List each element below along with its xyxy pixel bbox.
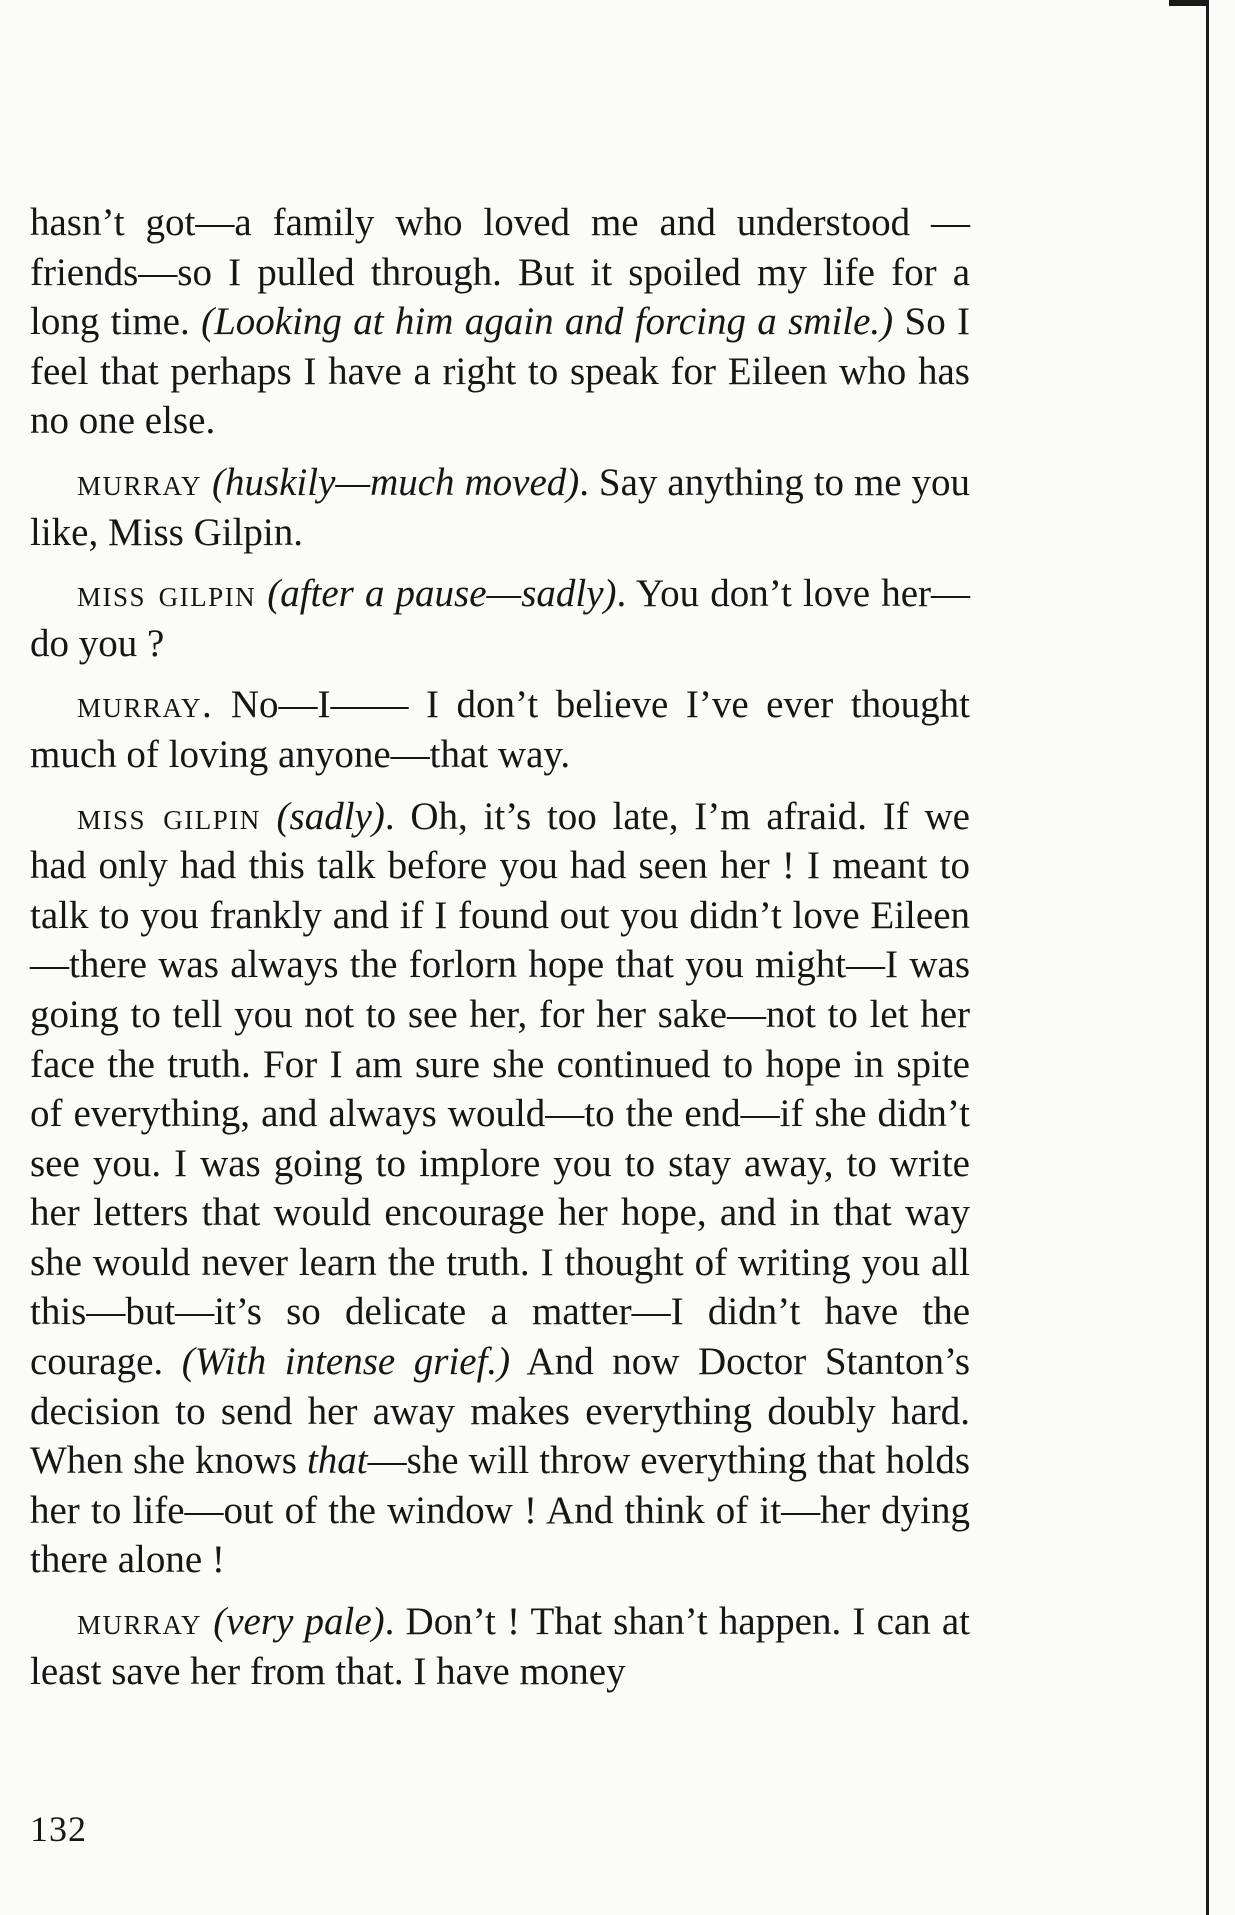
speaker-name: murray [77, 1600, 203, 1644]
play-text [30, 198, 970, 1708]
page-edge-top [1169, 0, 1209, 6]
speech-text: No—I—— I don’t believe I’ve ever thought much of loving anyone—that way. [30, 683, 970, 776]
speaker-name: miss gilpin [77, 572, 257, 616]
paragraph-murray-1 [30, 458, 970, 557]
speech-text: And now Doctor Stanton’s decision to send her away makes everything doubly hard. When she knows [30, 1340, 970, 1483]
speaker-name: murray. [77, 683, 214, 727]
paragraph-murray-3 [30, 1597, 970, 1696]
stage-direction: (after a pause—sadly) [267, 572, 617, 616]
speech-text: . Oh, it’s too late, I’m afraid. If we had only had this talk before you had seen her ! I meant to talk to you frankly and if I found out you didn’t love Eileen—there was always the forlorn hope that you might—I was going to tell you not to see her, for her sake—not to let her face the truth. For I am sure she continued to hope in spite of everything, and always would—to the end—if she didn’t see you. I was going to implore you to stay away, to write her letters that would encourage her hope, and in that way she would never learn the truth. I thought of writing you all this—but—it’s so delicate a matter—I didn’t have the courage. [30, 794, 970, 1384]
stage-direction: (very pale) [213, 1600, 385, 1644]
text-span: hasn’t got—a family who loved me and understood —friends—so I pulled through. But it spoiled my life for a long time. [30, 201, 970, 344]
emphasis: that [306, 1439, 368, 1483]
page-edge [1206, 0, 1209, 1915]
speech-text: . Don’t ! That shan’t happen. I can at least save her from that. I have money [30, 1600, 970, 1693]
paragraph-miss-gilpin-2 [30, 792, 970, 1586]
paragraph-miss-gilpin-1 [30, 569, 970, 668]
speaker-name: miss gilpin [77, 794, 261, 838]
paragraph-continuation [30, 198, 970, 446]
speaker-name: murray [77, 460, 203, 504]
speech-text: . You don’t love her—do you ? [30, 572, 970, 665]
stage-direction: (With intense grief.) [181, 1340, 511, 1384]
paragraph-murray-2 [30, 680, 970, 779]
speech-text: . Say anything to me you like, Miss Gilpin. [30, 460, 970, 554]
speech-text: —she will throw everything that holds her to life—out of the window ! And think of it—her dying there alone ! [30, 1439, 970, 1582]
stage-direction: (Looking at him again and forcing a smile.) [201, 300, 894, 344]
page-number: 132 [30, 1809, 87, 1849]
stage-direction: (huskily—much moved) [211, 460, 580, 504]
text-span: So I feel that perhaps I have a right to speak for Eileen who has no one else. [30, 300, 971, 443]
stage-direction: (sadly) [276, 794, 385, 838]
